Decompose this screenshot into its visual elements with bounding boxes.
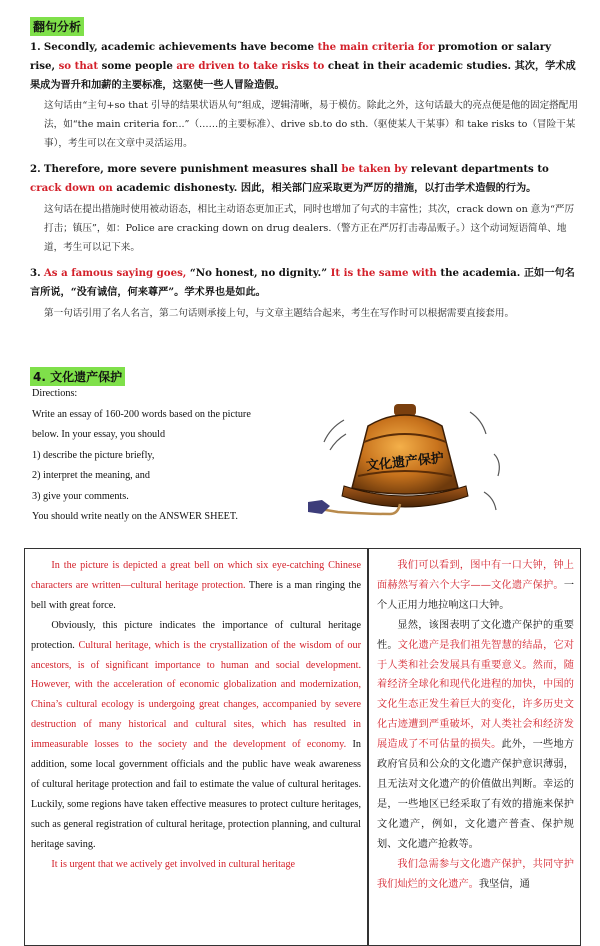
text-run: promotion or salary rise,: [30, 41, 552, 72]
analysis-note-3: 第一句话引用了名人名言，第二句话则承接上句，与文章主题结合起来，考生在写作时可以根据需要直接套用。: [44, 308, 515, 319]
essay-paragraph: [377, 855, 574, 895]
text-run: 我坚信，通: [478, 878, 530, 890]
text-run: relevant departments to: [407, 163, 549, 175]
analysis-item-1: [30, 38, 578, 95]
highlighted-phrase: are driven to take risks to: [176, 60, 325, 72]
essay-paragraph: [31, 556, 361, 616]
direction-line: You should write neatly on the ANSWER SHEET.: [32, 511, 238, 522]
text-run: the academia.: [436, 267, 524, 279]
text-run: 此外，一些地方政府官员和公众的文化遗产保护意识薄弱，且无法对文化遗产的价值做出判断。幸运的是，一些地区已经采取了有效的措施来保护文化遗产，例如，文化遗产普查、保护规划、文化遗产抢救等。: [377, 739, 575, 850]
direction-line: 1) describe the picture briefly,: [32, 449, 155, 461]
item-chinese: 正如一句名言所说，“没有诚信，何来尊严”。学术界也是如此。: [30, 267, 575, 298]
heading-highlight: 4. 文化遗产保护: [30, 367, 125, 386]
section-heading-sentence-analysis: [30, 16, 84, 36]
highlighted-phrase: As a famous saying goes,: [43, 267, 187, 279]
essay-directions: [32, 384, 302, 528]
highlighted-phrase: In the picture is depicted a great bell on which six eye-catching Chinese characters are written—cultural heritage protection.: [31, 560, 361, 591]
highlighted-phrase: so that: [58, 60, 99, 72]
essay-chinese-column: [369, 549, 580, 945]
directions-title: Directions:: [32, 388, 78, 399]
text-run: 一个人正用力地拉响这口大钟。: [377, 579, 574, 611]
direction-line: below. In your essay, you should: [32, 429, 166, 440]
analysis-item-3: [30, 264, 578, 302]
analysis-note-2: 这句话在提出措施时使用被动语态，相比主动语态更加正式，同时也增加了句式的丰富性；其次，crack down on 意为“严厉打击；镇压”，如：Police are cracking down on drug dealers.（警方正在严厉打击毒品贩子。）这个动词短语简单、地道，考生可以记下来。: [44, 204, 575, 253]
section-heading-cultural-heritage: [30, 366, 125, 386]
essay-paragraph: [31, 855, 361, 875]
essay-paragraph: [377, 556, 574, 616]
text-run: Obviously, this picture indicates the importance of cultural heritage protection.: [31, 619, 361, 651]
text-run: Secondly, academic achievements have become: [43, 41, 318, 53]
item-chinese: 因此，相关部门应采取更为严厉的措施，以打击学术造假的行为。: [240, 182, 537, 194]
bell-caption: 文化遗产保护: [365, 450, 445, 475]
text-run: some people: [98, 60, 177, 72]
text-run: 显然，该图表明了文化遗产保护的重要性。: [377, 619, 574, 651]
analysis-note-1: 这句话由“主句+so that 引导的结果状语从句”组成，逻辑清晰，易于模仿。除此之外，这句话最大的亮点便是他的固定搭配用法，如“the main criteria for...”（……的主要标准）、drive sb.to do sth.（驱使某人干某事）和 take risks to（冒险干某事），考生可以在文章中灵活运用。: [44, 100, 578, 149]
text-run: cheat in their academic studies.: [324, 60, 515, 72]
highlighted-phrase: 我们可以看到，图中有一口大钟，钟上面赫然写着六个大字——文化遗产保护。: [377, 560, 574, 591]
item-number: 1.: [30, 41, 41, 53]
direction-line: Write an essay of 160-200 words based on the picture: [32, 408, 251, 420]
highlighted-phrase: 我们急需参与文化遗产保护，共同守护我们灿烂的文化遗产。: [377, 858, 574, 890]
highlighted-phrase: It is urgent that we actively get involved in cultural heritage: [51, 858, 296, 870]
highlighted-phrase: 文化遗产是我们祖先智慧的结晶，它对于人类和社会发展具有重要意义。然而，随着经济全球化和现代化进程的加快，中国的文化生态正发生着巨大的变化，许多历史文化古迹遭到严重破坏，对人类社会和经济发展造成了不可估量的损失。: [377, 639, 575, 751]
highlighted-phrase: the main criteria for: [317, 41, 435, 53]
text-run: Therefore, more severe punishment measures shall: [43, 163, 342, 175]
item-chinese: 其次，学术成果成为晋升和加薪的主要标准，这驱使一些人冒险造假。: [30, 60, 576, 91]
item-english: [44, 267, 524, 279]
analysis-item-2: [30, 160, 578, 198]
highlighted-phrase: It is the same with: [330, 267, 437, 279]
essay-paragraph: [31, 616, 361, 855]
item-english: [30, 41, 551, 72]
item-number: 2.: [30, 163, 41, 175]
essay-english-text: [25, 549, 367, 875]
highlighted-phrase: Cultural heritage, which is the crystallization of the wisdom of our ancestors, is of significant importance to human and social development. However, with the acceleration of economic globalization and modernization, China’s cultural ecology is undergoing great changes, accompanied by severe destruction of many historical and cultural sites, which has resulted in immeasurable losses to the society and the development of economy.: [31, 639, 361, 751]
essay-english-column: [25, 549, 369, 945]
bell-illustration: [308, 396, 512, 522]
text-run: In addition, some local government officials and the public have weak awareness of cultural heritage protection and fail to estimate the value of cultural heritages. Luckily, some regions have taken effective measures to protect culture heritages, such as general registration of cultural heritage, protection planning, and cultural heritage saving.: [31, 739, 361, 850]
text-run: “No honest, no dignity.”: [186, 267, 331, 279]
direction-line: 2) interpret the meaning, and: [32, 470, 150, 481]
essay-paragraph: [377, 616, 574, 855]
heading-highlight: 翻句分析: [30, 17, 84, 36]
essay-chinese-text: [369, 549, 580, 894]
text-run: There is a man ringing the bell with great force.: [31, 579, 361, 611]
text-run: academic dishonesty.: [112, 182, 241, 194]
highlighted-phrase: be taken by: [341, 163, 408, 175]
item-number: 3.: [30, 267, 41, 279]
essay-table: [24, 548, 581, 946]
direction-line: 3) give your comments.: [32, 490, 129, 502]
highlighted-phrase: crack down on: [30, 182, 113, 194]
